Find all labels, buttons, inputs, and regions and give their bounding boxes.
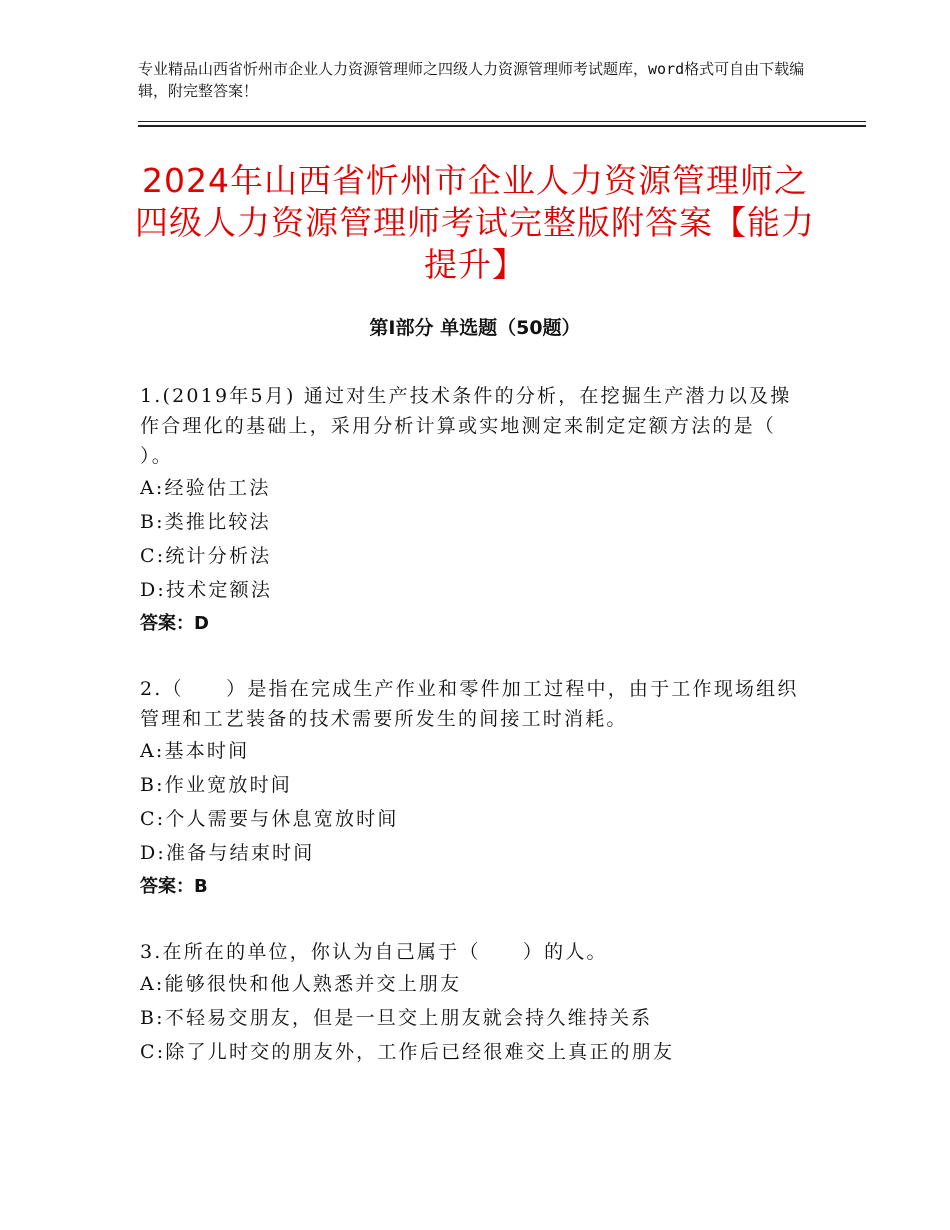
answer-line: 答案：D [140, 613, 209, 634]
question-list [140, 381, 810, 1102]
question-stem: 1.(2019年5月) 通过对生产技术条件的分析，在挖掘生产潜力以及操作合理化的基础上，采用分析计算或实地测定来制定定额方法的是（ ）。 [140, 385, 792, 467]
question-2 [140, 674, 810, 904]
section-heading: 第Ⅰ部分 单选题（50题） [369, 317, 581, 339]
document-title: 2024年山西省忻州市企业人力资源管理师之四级人力资源管理师考试完整版附答案【能力提升】 [135, 161, 815, 284]
header-note: 专业精品山西省忻州市企业人力资源管理师之四级人力资源管理师考试题库，word格式可自由下载编辑，附完整答案！ [138, 60, 805, 100]
header-divider-thin [138, 121, 866, 122]
option-d: D:技术定额法 [140, 579, 273, 601]
option-a: A:基本时间 [140, 740, 250, 762]
option-a: A:经验估工法 [140, 477, 271, 499]
option-b: B:类推比较法 [140, 511, 271, 533]
option-a: A:能够很快和他人熟悉并交上朋友 [140, 973, 462, 995]
header-divider-thick [138, 125, 866, 127]
option-c: C:统计分析法 [140, 545, 272, 567]
question-stem: 2.（ ）是指在完成生产作业和零件加工过程中，由于工作现场组织管理和工艺装备的技术需要所发生的间接工时消耗。 [140, 678, 799, 730]
question-3 [140, 937, 810, 1069]
question-1 [140, 381, 810, 641]
option-c: C:个人需要与休息宽放时间 [140, 808, 399, 830]
answer-line: 答案：B [140, 876, 208, 897]
option-b: B:不轻易交朋友，但是一旦交上朋友就会持久维持关系 [140, 1007, 653, 1029]
question-stem: 3.在所在的单位，你认为自己属于（ ）的人。 [140, 941, 608, 963]
option-b: B:作业宽放时间 [140, 774, 292, 796]
option-d: D:准备与结束时间 [140, 842, 315, 864]
option-c: C:除了儿时交的朋友外，工作后已经很难交上真正的朋友 [140, 1041, 675, 1063]
